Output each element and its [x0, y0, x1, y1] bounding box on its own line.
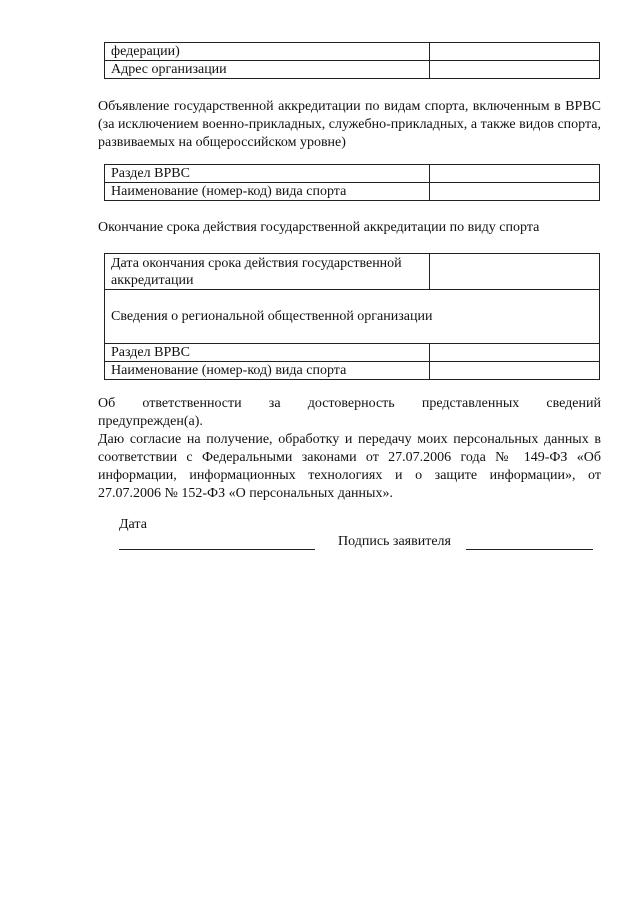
- table-cell-label: Адрес организации: [105, 61, 430, 79]
- table-row: [105, 254, 600, 290]
- regional-org-label: Сведения о региональной общественной организации: [105, 290, 600, 344]
- end-date-label: Дата окончания срока действия государственной аккредитации: [105, 254, 430, 290]
- table-cell-value[interactable]: [430, 344, 600, 362]
- table-row: [105, 290, 600, 344]
- table-cell-value[interactable]: [430, 43, 600, 61]
- table-row: [105, 362, 600, 380]
- table-cell-label: Наименование (номер-код) вида спорта: [105, 183, 430, 201]
- announcement-heading: Объявление государственной аккредитации по видам спорта, включенным в ВРВС (за исключением военно-прикладных, служебно-прикладных, а также видов спорта, развиваемых на общероссийском уровне): [98, 99, 601, 150]
- table-cell-label: федерации): [105, 43, 430, 61]
- table-row: [105, 43, 600, 61]
- table-row: [105, 183, 600, 201]
- signature-field[interactable]: [466, 549, 593, 550]
- table-row: [105, 165, 600, 183]
- table-cell-value[interactable]: [430, 362, 600, 380]
- announcement-table: [104, 164, 600, 201]
- date-label: Дата: [119, 517, 147, 532]
- table-cell-label: Раздел ВРВС: [105, 165, 430, 183]
- applicant-signature-label: Подпись заявителя: [338, 534, 451, 549]
- termination-table: [104, 253, 600, 380]
- termination-heading: Окончание срока действия государственной аккредитации по виду спорта: [98, 220, 540, 235]
- table-row: [105, 344, 600, 362]
- table-cell-value[interactable]: [430, 61, 600, 79]
- responsibility-line-2: предупрежден(а).: [98, 414, 203, 429]
- table-cell-label: Раздел ВРВС: [105, 344, 430, 362]
- table-cell-label: Наименование (номер-код) вида спорта: [105, 362, 430, 380]
- consent-statement: Даю согласие на получение, обработку и передачу моих персональных данных в соответствии с Федеральными законами от 27.07.2006 года № 149-ФЗ «Об информации, информационных технологиях и о защите информации», от 27.07.2006 № 152-ФЗ «О персональных данных».: [98, 432, 601, 501]
- organization-table: [104, 42, 600, 79]
- date-field[interactable]: [119, 549, 315, 550]
- end-date-value[interactable]: [430, 254, 600, 290]
- table-cell-value[interactable]: [430, 183, 600, 201]
- responsibility-line-1: Об ответственности за достоверность представленных сведений: [98, 396, 601, 411]
- table-cell-value[interactable]: [430, 165, 600, 183]
- table-row: [105, 61, 600, 79]
